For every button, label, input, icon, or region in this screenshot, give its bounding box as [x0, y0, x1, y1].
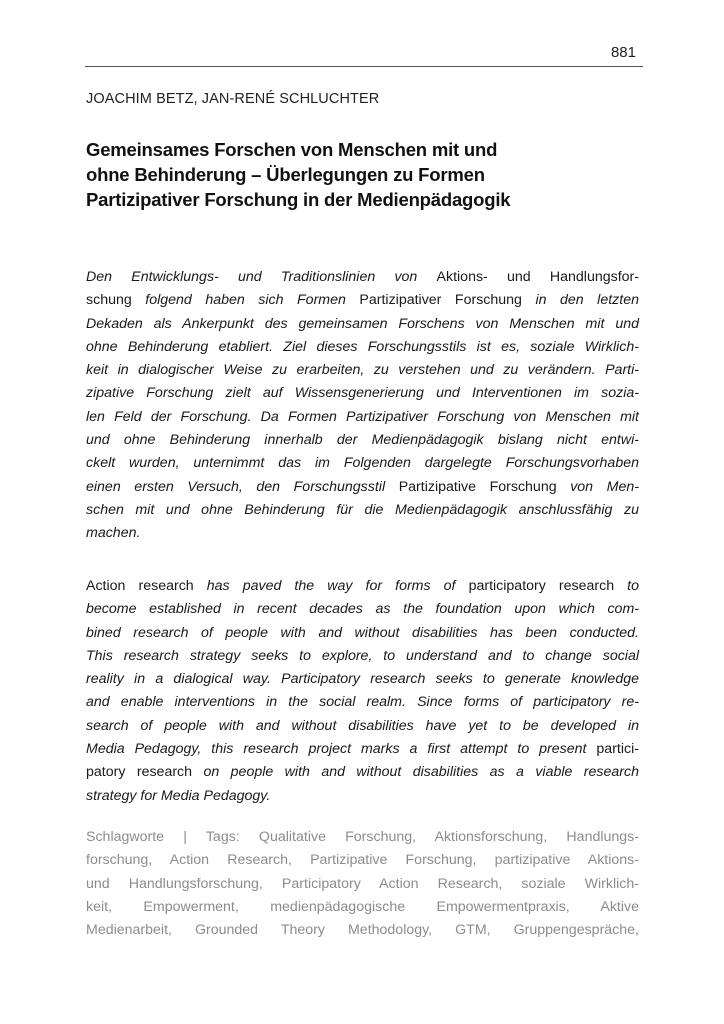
italic-text: and enable interventions in the social realm. Since forms of participatory re- [86, 694, 639, 711]
italic-text: folgend haben sich Formen [145, 292, 360, 309]
authors: JOACHIM BETZ, JAN-RENÉ SCHLUCHTER [86, 91, 380, 107]
abstract-line [86, 668, 639, 691]
abstract-line [86, 499, 639, 522]
keywords [86, 826, 639, 942]
roman-text: partici- [596, 741, 639, 758]
header-rule [85, 66, 643, 67]
italic-text: zipative Forschung zielt auf Wissensgenerierung und Interventionen im sozia- [86, 385, 639, 402]
abstract-line [86, 289, 639, 312]
italic-text: ckelt wurden, unternimmt das im Folgenden dargelegte Forschungsvorhaben [86, 455, 639, 472]
keywords-line: Schlagworte | Tags: Qualitative Forschung, Aktionsforschung, Handlungs- [86, 829, 639, 845]
italic-text: reality in a dialogical way. Participatory research seeks to generate knowledge [86, 671, 639, 688]
abstract-line [86, 761, 639, 784]
abstract-line [86, 336, 639, 359]
italic-text: len Feld der Forschung. Da Formen Partizipativer Forschung von Menschen mit [86, 408, 639, 425]
abstract-line [86, 715, 639, 738]
keywords-line: Medienarbeit, Grounded Theory Methodology, GTM, Gruppengespräche, [86, 922, 639, 939]
abstract-line [86, 476, 639, 499]
italic-text: Den Entwicklungs- und Traditionslinien von [86, 269, 437, 285]
italic-text: Media Pedagogy, this research project marks a first attempt to present [86, 741, 597, 758]
article-title [86, 137, 606, 212]
page-number: 881 [610, 44, 636, 61]
abstract-line [86, 452, 639, 475]
italic-text: von Men- [570, 478, 639, 495]
roman-text: schung [86, 292, 146, 309]
roman-text: Partizipative Forschung [398, 478, 571, 495]
italic-text: ohne Behinderung etabliert. Ziel dieses Forschungsstils ist es, soziale Wirklich- [86, 338, 639, 355]
keywords-line: und Handlungsforschung, Participatory Action Research, soziale Wirklich- [86, 875, 639, 892]
abstract-line [86, 382, 639, 405]
title-line: Partizipativer Forschung in der Medienpädagogik [86, 189, 511, 210]
italic-text: on people with and without disabilities as a viable research [203, 764, 640, 781]
abstract-line [86, 738, 639, 761]
abstract-line [86, 575, 639, 598]
italic-text: in den letzten [535, 292, 639, 309]
italic-text: has paved the way for forms of [206, 578, 469, 594]
italic-text: einen ersten Versuch, den Forschungsstil [86, 478, 399, 495]
abstract-line [86, 313, 639, 336]
italic-text: This research strategy seeks to explore, to understand and to change social [86, 647, 639, 664]
abstract-german [86, 266, 639, 546]
roman-text: Aktions- und Handlungsfor- [436, 269, 639, 285]
abstract-line [86, 266, 639, 289]
roman-text: patory research [86, 764, 204, 781]
abstract-line [86, 691, 639, 714]
roman-text: Action research [86, 578, 207, 594]
roman-text: participatory research [468, 578, 628, 594]
title-line: Gemeinsames Forschen von Menschen mit und [86, 139, 498, 160]
abstract-line [86, 622, 639, 645]
italic-text: search of people with and without disabilities have yet to be developed in [86, 717, 639, 734]
abstract-line [86, 429, 639, 452]
italic-text: Dekaden als Ankerpunkt des gemeinsamen Forschens von Menschen mit und [86, 315, 639, 332]
abstract-line [86, 406, 639, 429]
italic-text: und ohne Behinderung innerhalb der Medienpädagogik bislang nicht entwi- [86, 432, 639, 449]
italic-text: to [627, 578, 640, 594]
italic-text: machen. [86, 525, 141, 542]
keywords-line: forschung, Action Research, Partizipative Forschung, partizipative Aktions- [86, 852, 639, 869]
abstract-line [86, 645, 639, 668]
abstract-line [86, 522, 639, 545]
roman-text: Partizipativer Forschung [359, 292, 536, 309]
abstract-line [86, 785, 639, 808]
italic-text: become established in recent decades as the foundation upon which com- [86, 601, 639, 618]
abstract-line [86, 598, 639, 621]
abstract-english [86, 575, 639, 808]
italic-text: schen mit und ohne Behinderung für die Medienpädagogik anschlussfähig zu [86, 501, 639, 518]
abstract-line [86, 359, 639, 382]
keywords-line: keit, Empowerment, medienpädagogische Empowermentpraxis, Aktive [86, 898, 639, 915]
italic-text: bined research of people with and without disabilities has been conducted. [86, 624, 639, 641]
italic-text: keit in dialogischer Weise zu erarbeiten, zu verstehen und zu verändern. Parti- [86, 362, 639, 379]
title-line: ohne Behinderung – Überlegungen zu Formen [86, 164, 485, 185]
italic-text: strategy for Media Pedagogy. [86, 787, 271, 804]
